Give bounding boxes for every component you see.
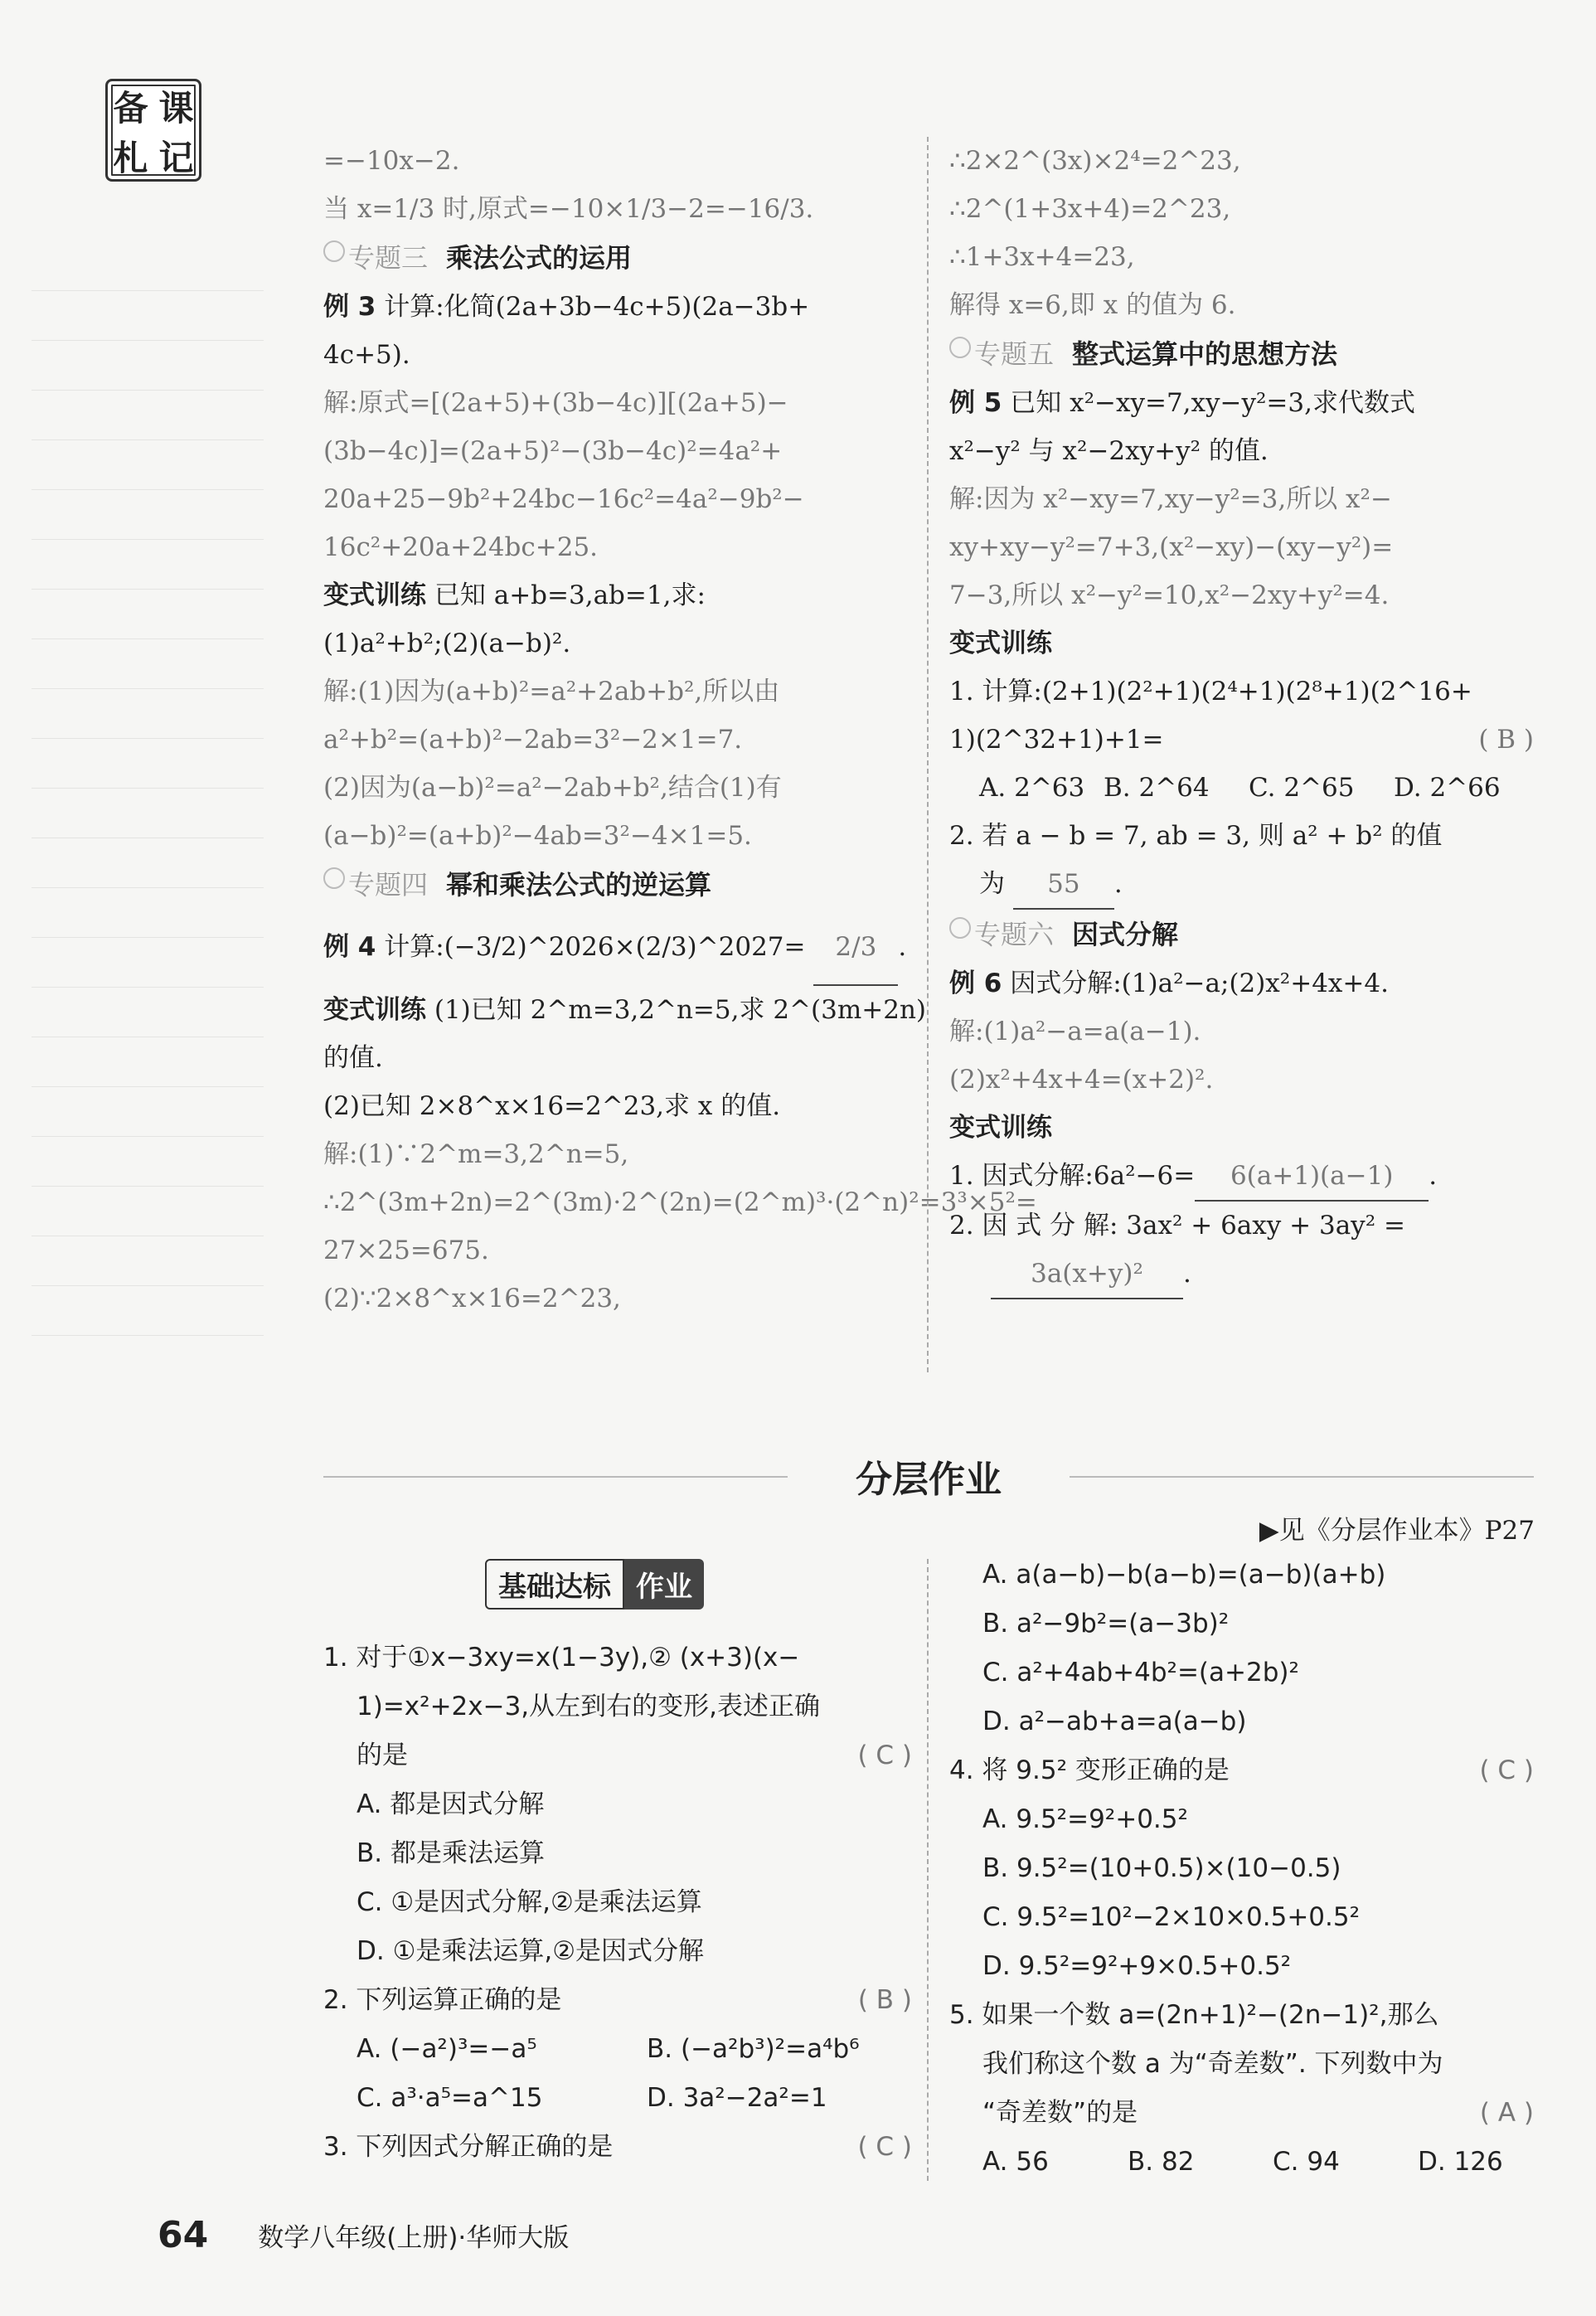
answer-blank: 6(a+1)(a−1): [1195, 1152, 1429, 1202]
question-text: 我们称这个数 a 为“奇差数”. 下列数中为: [982, 2049, 1443, 2079]
right-column: ∴2×2^(3x)×2⁴=2^23, ∴2^(1+3x+4)=2^23, ∴1+3x+4=23, 解得 x=6,即 x 的值为 6. 专题五 整式运算中的思想方法 例 5 已知 x²−xy=7,xy−y²=3,求代数式 x²−y² 与 x²−2xy+y² 的值. 解:因为 x²−xy=7,xy−y²=3,所以 x²− xy+xy−y²=7+3,(x²−xy)−(xy−y²)= 7−3,所以 x²−y²=10,x²−2xy+y²=4. 变式训练 1. 计算:(2+1)(2²+1)(2⁴+1)(2⁸+1)(2^16+ 1)(2^32+1)+1= ( B ) A. 2^63 B. 2^64 C. 2^65 D. 2^66 2. 若 a − b = 7, ab = 3, 则 a² + b² 的值 为 55 . 专题六 因式分解 例 6 因式分解:(1)a²−a;(2)x²+4x+4. 解:(1)a²−a=a(a−1). (2)x²+4x+4=(x+2)². 变式训练 1. 因式分解:6a²−6= 6(a+1)(a−1) . 2. 因 式 分 解: 3ax² + 6axy + 3ay² = 3a(x+y)² .: [949, 137, 1534, 1299]
page-footer: [99, 2214, 569, 2256]
answer-choice: ( B ): [857, 1985, 912, 2015]
question-text: 1)(2^32+1)+1=: [949, 725, 1164, 755]
topic-heading: [949, 329, 1534, 379]
solution-line: (2)因为(a−b)²=a²−2ab+b²,结合(1)有: [323, 773, 782, 803]
answer-choice: ( C ): [1479, 1755, 1534, 1785]
option: D. a²−ab+a=a(a−b): [982, 1707, 1247, 1736]
lesson-notes-badge: [105, 79, 201, 182]
example-text: 因式分解:(1)a²−a;(2)x²+4x+4.: [1010, 969, 1389, 998]
topic-heading: [323, 860, 904, 910]
tag-label: 基础达标: [485, 1559, 624, 1610]
question-text: 2. 若 a − b = 7, ab = 3, 则 a² + b² 的值: [949, 821, 1443, 851]
solution-line: (2)x²+4x+4=(x+2)².: [949, 1065, 1214, 1095]
option: A. 56: [982, 2147, 1049, 2177]
badge-char: 记: [158, 138, 194, 178]
topic-title: 幂和乘法公式的逆运算: [446, 869, 712, 901]
topic-title: 乘法公式的运用: [446, 242, 633, 274]
solution-line: a²+b²=(a+b)²−2ab=3²−2×1=7.: [323, 725, 743, 755]
tag-label: 作业: [624, 1559, 704, 1610]
solution-line: ∴2^(1+3x+4)=2^23,: [949, 194, 1231, 224]
topic-title: 因式分解: [1072, 919, 1179, 950]
option: D. 9.5²=9²+9×0.5+0.5²: [982, 1951, 1292, 1981]
solution-line: 解:(1)a²−a=a(a−1).: [949, 1017, 1201, 1046]
example-label: 例 4: [323, 932, 376, 962]
answer-blank: 3a(x+y)²: [991, 1250, 1183, 1299]
option: C. 9.5²=10²−2×10×0.5+0.5²: [982, 1902, 1361, 1932]
option: C. 2^65: [1249, 773, 1355, 803]
option: B. a²−9b²=(a−3b)²: [982, 1609, 1230, 1639]
example-label: 例 3: [323, 292, 376, 322]
question-text: “奇差数”的是: [982, 2098, 1138, 2128]
variant-text: (1)a²+b²;(2)(a−b)².: [323, 629, 571, 658]
variant-text: (2)已知 2×8^x×16=2^23,求 x 的值.: [323, 1091, 781, 1121]
example-label: 例 5: [949, 388, 1002, 418]
option: B. 2^64: [1104, 773, 1210, 803]
badge-char: 札: [113, 138, 148, 178]
variant-label: 变式训练: [323, 995, 426, 1025]
badge-char: 课: [158, 88, 194, 129]
solution-line: 解:(1)∵2^m=3,2^n=5,: [323, 1139, 629, 1169]
homework-left: [323, 1634, 912, 2172]
example-text: 4c+5).: [323, 340, 410, 370]
question-text: 5. 如果一个数 a=(2n+1)²−(2n−1)²,那么: [949, 2000, 1439, 2030]
variant-text: (1)已知 2^m=3,2^n=5,求 2^(3m+2n): [434, 995, 927, 1025]
option: D. 2^66: [1394, 773, 1501, 803]
option: A. 都是因式分解: [357, 1789, 545, 1819]
option: B. (−a²b³)²=a⁴b⁶: [647, 2034, 860, 2064]
option: A. 9.5²=9²+0.5²: [982, 1804, 1188, 1834]
solution-line: =−10x−2.: [323, 146, 460, 176]
variant-label: 变式训练: [323, 580, 426, 610]
option: B. 都是乘法运算: [357, 1838, 545, 1868]
option: A. a(a−b)−b(a−b)=(a−b)(a+b): [982, 1560, 1386, 1590]
left-column: =−10x−2. 当 x=1/3 时,原式=−10×1/3−2=−16/3. 专题三 乘法公式的运用 例 3 计算:化简(2a+3b−4c+5)(2a−3b+ 4c+5). 解:原式=[(2a+5)+(3b−4c)][(2a+5)− (3b−4c)]=(2a+5)²−(3b−4c)²=4a²+ 20a+25−9b²+24bc−16c²=4a²−9b²− 16c²+20a+24bc+25. 变式训练 已知 a+b=3,ab=1,求: (1)a²+b²;(2)(a−b)². 解:(1)因为(a+b)²=a²+2ab+b²,所以由 a²+b²=(a+b)²−2ab=3²−2×1=7. (2)因为(a−b)²=a²−2ab+b²,结合(1)有 (a−b)²=(a+b)²−4ab=3²−4×1=5. 专题四 幂和乘法公式的逆运算 例 4 计算:(−3/2)^2026×(2/3)^2027= 2/3 . 变式训练 (1)已知 2^m=3,2^n=5,求 2^(3m+2n) 的值. (2)已知 2×8^x×16=2^23,求 x 的值. 解:(1)∵2^m=3,2^n=5, ∴2^(3m+2n)=2^(3m)·2^(2n)=(2^m)³·(2^n)²=3³×5²= 27×25=675. (2)∵2×8^x×16=2^23,: [323, 137, 904, 1323]
question-text: 1)=x²+2x−3,从左到右的变形,表述正确: [357, 1692, 821, 1721]
solution-line: 解:原式=[(2a+5)+(3b−4c)][(2a+5)−: [323, 388, 788, 418]
solution-line: 解:因为 x²−xy=7,xy−y²=3,所以 x²−: [949, 484, 1392, 514]
question-text: 2. 下列运算正确的是: [323, 1985, 562, 2015]
option: B. 9.5²=(10+0.5)×(10−0.5): [982, 1853, 1341, 1883]
answer-choice: ( C ): [857, 1741, 912, 1770]
solution-line: 解得 x=6,即 x 的值为 6.: [949, 290, 1236, 320]
solution-line: 解:(1)因为(a+b)²=a²+2ab+b²,所以由: [323, 677, 780, 706]
example-text: 计算:(−3/2)^2026×(2/3)^2027=: [384, 932, 806, 962]
topic-number: 专题六: [949, 910, 1054, 959]
example-text: 计算:化简(2a+3b−4c+5)(2a−3b+: [384, 292, 810, 322]
solution-line: 20a+25−9b²+24bc−16c²=4a²−9b²−: [323, 484, 804, 514]
solution-line: (a−b)²=(a+b)²−4ab=3²−4×1=5.: [323, 821, 752, 851]
question-text: 4. 将 9.5² 变形正确的是: [949, 1755, 1230, 1785]
question-text: 的是: [357, 1741, 408, 1770]
workbook-reference: ▶见《分层作业本》P27: [1259, 1516, 1535, 1546]
option: D. ①是乘法运算,②是因式分解: [357, 1936, 705, 1966]
example-text: x²−y² 与 x²−2xy+y² 的值.: [949, 436, 1269, 466]
solution-line: xy+xy−y²=7+3,(x²−xy)−(xy−y²)=: [949, 532, 1394, 562]
solution-line: 27×25=675.: [323, 1236, 489, 1265]
column-divider: [927, 137, 929, 1372]
solution-line: 16c²+20a+24bc+25.: [323, 532, 599, 562]
question-text: 3. 下列因式分解正确的是: [323, 2132, 614, 2162]
option: A. 2^63: [979, 773, 1085, 803]
solution-line: ∴2^(3m+2n)=2^(3m)·2^(2n)=(2^m)³·(2^n)²=3³×5²=: [323, 1187, 1037, 1217]
option: C. 94: [1273, 2147, 1340, 2177]
level-tag: [485, 1559, 704, 1610]
answer-choice: ( A ): [1479, 2098, 1534, 2128]
answer-choice: ( B ): [1478, 725, 1534, 755]
section-heading: [323, 1447, 1534, 1505]
solution-line: 当 x=1/3 时,原式=−10×1/3−2=−16/3.: [323, 194, 814, 224]
option: A. (−a²)³=−a⁵: [357, 2034, 537, 2064]
option: B. 82: [1128, 2147, 1195, 2177]
topic-heading: [323, 233, 904, 283]
variant-label: 变式训练: [949, 629, 1052, 658]
section-title: 分层作业: [839, 1449, 1018, 1503]
variant-text: 的值.: [323, 1043, 383, 1073]
homework-right: [949, 1551, 1534, 2187]
solution-line: ∴2×2^(3x)×2⁴=2^23,: [949, 146, 1241, 176]
column-divider: [927, 1559, 929, 2181]
question-text: 为: [979, 869, 1005, 899]
option: D. 126: [1418, 2147, 1503, 2177]
topic-number: 专题五: [949, 330, 1054, 378]
variant-label: 变式训练: [949, 1113, 1052, 1143]
question-text: 1. 因式分解:6a²−6=: [949, 1161, 1196, 1191]
question-text: 1. 对于①x−3xy=x(1−3y),② (x+3)(x−: [323, 1643, 800, 1673]
question-text: 2. 因 式 分 解: 3ax² + 6axy + 3ay² =: [949, 1211, 1405, 1241]
topic-number: 专题三: [323, 234, 428, 282]
solution-line: ∴1+3x+4=23,: [949, 242, 1135, 272]
notes-margin: [23, 33, 272, 2156]
book-title: 数学八年级(上册)·华师大版: [258, 2223, 570, 2253]
variant-text: 已知 a+b=3,ab=1,求:: [434, 580, 706, 610]
option: C. ①是因式分解,②是乘法运算: [357, 1887, 702, 1917]
answer-blank: 55: [1013, 860, 1114, 910]
answer-blank: 2/3: [813, 910, 898, 986]
topic-number: 专题四: [323, 861, 428, 909]
answer-choice: ( C ): [857, 2132, 912, 2162]
solution-line: (2)∵2×8^x×16=2^23,: [323, 1284, 621, 1313]
option: C. a³·a⁵=a^15: [357, 2083, 543, 2113]
page-number: 64: [158, 2214, 209, 2256]
solution-line: 7−3,所以 x²−y²=10,x²−2xy+y²=4.: [949, 580, 1390, 610]
option: C. a²+4ab+4b²=(a+2b)²: [982, 1658, 1299, 1687]
solution-line: (3b−4c)]=(2a+5)²−(3b−4c)²=4a²+: [323, 436, 783, 466]
example-label: 例 6: [949, 969, 1002, 998]
example-text: 已知 x²−xy=7,xy−y²=3,求代数式: [1010, 388, 1415, 418]
badge-char: 备: [113, 88, 148, 129]
option: D. 3a²−2a²=1: [647, 2083, 827, 2113]
topic-title: 整式运算中的思想方法: [1072, 338, 1338, 370]
question-text: 1. 计算:(2+1)(2²+1)(2⁴+1)(2⁸+1)(2^16+: [949, 677, 1472, 706]
topic-heading: [949, 910, 1534, 959]
